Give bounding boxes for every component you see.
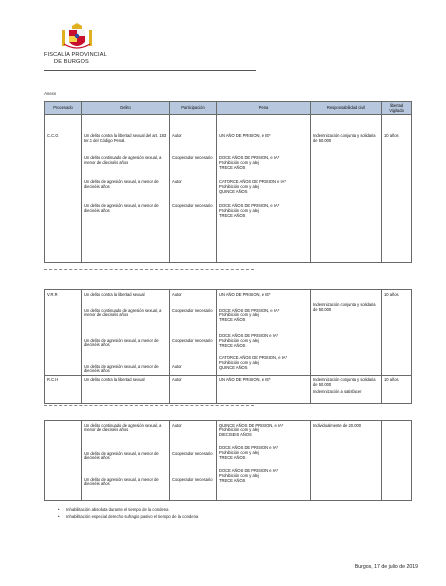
column-header: Pena <box>217 102 311 115</box>
libertad-cell: 10 años <box>382 290 412 376</box>
delito-text: Un delito de agresión sexual, a menor de dieciséis años <box>84 202 159 213</box>
pena-cell <box>217 421 311 501</box>
participacion-text: Autor <box>172 291 182 297</box>
pena-text: Prohibición com y alej <box>219 183 259 189</box>
table-header-row <box>45 102 412 115</box>
pena-text: UN AÑO DE PRISION, e IE* <box>219 132 271 138</box>
pena-text: DIECISEIS AÑOS <box>219 432 252 438</box>
delito-text: Un delito de agresión sexual, a menor de dieciséis años <box>84 178 159 189</box>
participacion-text: Autor <box>172 422 182 428</box>
coat-of-arms-emblem <box>60 22 94 52</box>
participacion-text: Cooperador necesario <box>172 307 213 313</box>
libertad-cell: 10 años <box>382 375 412 403</box>
pena-text: DOCE AÑOS DE PRISION e IA* <box>219 468 279 474</box>
participacion-cell <box>170 114 217 262</box>
note-text: Inhabilitación especial derecho sufragio pasivo el tiempo de la condena <box>66 514 199 519</box>
pena-cell <box>217 114 311 262</box>
pena-text: Prohibición com y alej <box>219 360 259 366</box>
bullet-icon: • <box>58 507 60 512</box>
pena-text: DOCE AÑOS DE PRISION, e IA* <box>219 154 280 160</box>
pena-text: DOCE AÑOS DE PRISION e IA* <box>219 445 279 451</box>
note-text: Inhabilitación absoluta durante el tiempo de la condena <box>66 507 169 512</box>
procesado-cell: V.R.R <box>45 290 82 376</box>
column-header: libertad Vigilada <box>382 102 412 115</box>
pena-text: QUINCE AÑOS <box>219 188 248 194</box>
pena-text: CATORCE AÑOS DE PRISION, e IA* <box>219 355 288 361</box>
delito-text: Un delito contra la libertad sexual del art. 183 ter.1 del Código Penal. <box>84 132 167 143</box>
participacion-cell: Autor <box>170 375 217 403</box>
pena-text: TRECE AÑOS <box>219 343 246 349</box>
participacion-text: Cooperador necesario <box>172 476 213 482</box>
pena-cell <box>217 290 311 376</box>
civil-cell: Indemnización conjunta y solidaria de 50.000 <box>311 114 382 262</box>
section-label: Anexo <box>44 91 57 96</box>
delito-cell <box>82 290 170 376</box>
column-header: Participación <box>170 102 217 115</box>
delito-text: Un delito de agresión sexual, a menor de dieciséis años <box>84 450 159 461</box>
pena-text: Prohibición com y alej <box>219 473 259 479</box>
civil-cell <box>311 290 382 376</box>
table-row <box>45 114 412 262</box>
participacion-text: Cooperador necesario <box>172 154 213 160</box>
column-header: Procesado <box>45 102 82 115</box>
delito-text: Un delito contra la libertad sexual <box>84 291 145 297</box>
table-row <box>45 421 412 501</box>
civil-text: Indemnización a satisfacer <box>313 389 362 395</box>
pena-text: DOCE AÑOS DE PRISION, e IA* <box>219 307 280 313</box>
libertad-cell <box>382 421 412 501</box>
note-item <box>58 507 168 512</box>
sentence-table-part-2 <box>44 289 412 404</box>
delito-text: Un delito de agresión sexual, a menor de dieciséis años <box>84 476 159 487</box>
organization-name: FISCALÍA PROVINCIAL <box>44 52 107 58</box>
delito-cell: Un delito contra la libertad sexual <box>82 375 170 403</box>
pena-text: TRECE AÑOS <box>219 164 246 170</box>
delito-text: Un delito de agresión sexual, a menor de dieciséis años <box>84 337 159 348</box>
delito-cell <box>82 114 170 262</box>
pena-text: Prohibición com y alej <box>219 450 259 456</box>
civil-text: Indemnización conjunta y solidaria de 50.000 <box>313 377 376 388</box>
pena-text: QUINCE AÑOS DE PRISION, e IA* <box>219 422 284 428</box>
libertad-cell: 10 años <box>382 114 412 262</box>
pena-text: TRECE AÑOS <box>219 212 246 218</box>
civil-cell <box>311 375 382 403</box>
page-break-line <box>44 269 254 270</box>
pena-text: Prohibición com y alej <box>219 207 259 213</box>
procesado-cell <box>45 421 82 501</box>
pena-text: Prohibición com y alej <box>219 312 259 318</box>
table-row <box>45 290 412 376</box>
column-header: Responsabilidad civil <box>311 102 382 115</box>
participacion-text: Autor <box>172 132 182 138</box>
note-item <box>58 514 198 519</box>
delito-text: Un delito continuado de agresión sexual, a menor de dieciséis años <box>84 422 162 433</box>
bullet-icon: • <box>58 514 60 519</box>
pena-text: TRECE AÑOS <box>219 455 246 461</box>
pena-text: Prohibición com y alej <box>219 338 259 344</box>
pena-text: TRECE AÑOS <box>219 478 246 484</box>
participacion-text: Cooperador necesario <box>172 450 213 456</box>
pena-cell: UN AÑO DE PRISION, e IE* <box>217 375 311 403</box>
procesado-cell: R.C.H <box>45 375 82 403</box>
sentence-table-part-3 <box>44 420 412 501</box>
pena-text: UN AÑO DE PRISION, e IE* <box>219 291 271 297</box>
pena-text: DOCE AÑOS DE PRISION, e IA* <box>219 202 280 208</box>
delito-text: Un delito continuado de agresión sexual, a menor de dieciséis años <box>84 154 162 165</box>
column-header: Delito <box>82 102 170 115</box>
organization-city: DE BURGOS <box>54 59 89 65</box>
participacion-text: Autor <box>172 363 182 369</box>
delito-text: Un delito continuado de agresión sexual, a menor de dieciséis años <box>84 307 162 318</box>
pena-text: CATORCE AÑOS DE PRISION e IA* <box>219 178 286 184</box>
page-break-line <box>44 405 254 406</box>
pena-text: TRECE AÑOS <box>219 317 246 323</box>
participacion-text: Cooperador necesario <box>172 202 213 208</box>
delito-text: Un delito de agresión sexual, a menor de dieciséis años <box>84 363 159 374</box>
civil-text: Indemnización conjunta y solidaria de 50.000 <box>313 302 376 312</box>
pena-text: Prohibición com y alej <box>219 159 259 165</box>
participacion-cell <box>170 421 217 501</box>
delito-cell <box>82 421 170 501</box>
participacion-text: Cooperador necesario <box>172 337 213 343</box>
pena-text: DOCE AÑOS DE PRISION e IA* <box>219 333 279 339</box>
signature-date: Burgos, 17 de julio de 2019 <box>354 564 418 570</box>
sentence-table-part-1 <box>44 101 412 263</box>
table-row <box>45 375 412 403</box>
header-rule <box>44 70 256 71</box>
pena-text: QUINCE AÑOS <box>219 365 248 371</box>
procesado-cell: C.C.G <box>45 114 82 262</box>
participacion-text: Autor <box>172 178 182 184</box>
civil-cell: Individualmente de 20.000 <box>311 421 382 501</box>
pena-text: Prohibición com y alej <box>219 427 259 433</box>
participacion-cell <box>170 290 217 376</box>
